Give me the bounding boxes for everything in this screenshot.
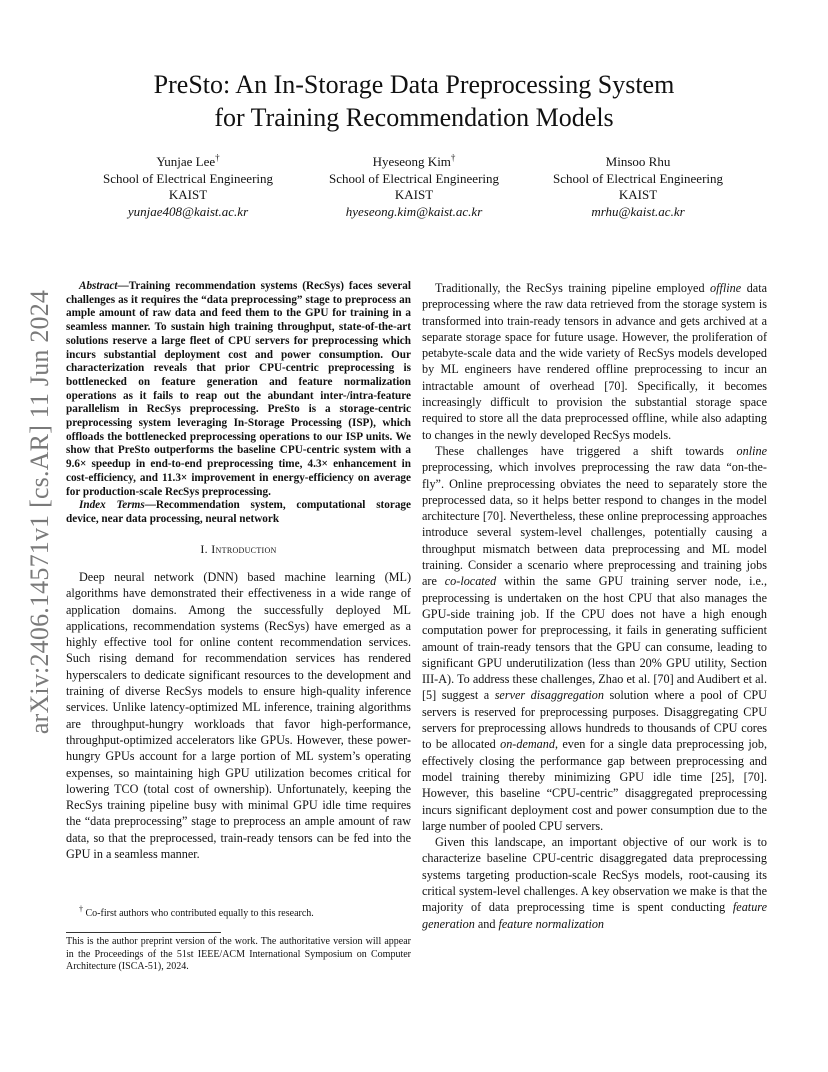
preprint-note: This is the author preprint version of the work. The authoritative version will appear in the Proceedings of the 51st IEEE/ACM International Symposium on Computer Architecture (ISCA-51), 2024.	[66, 936, 411, 972]
author-2	[304, 154, 524, 220]
text-run: Traditionally, the RecSys training pipeline employed	[435, 281, 711, 295]
paragraph-online	[422, 443, 767, 834]
paragraph-offline	[422, 280, 767, 443]
abstract-label: Abstract	[79, 280, 118, 292]
author-name: Yunjae Lee	[156, 154, 216, 169]
title-line-1: PreSto: An In-Storage Data Preprocessing System	[153, 70, 675, 99]
author-institution: KAIST	[394, 187, 434, 202]
title-line-2: for Training Recommendation Models	[214, 103, 614, 132]
author-institution: KAIST	[168, 187, 208, 202]
emphasis: feature normalization	[498, 916, 605, 931]
intro-paragraph-1: Deep neural network (DNN) based machine learning (ML) algorithms have demonstrated their effectiveness in a wide range of application domains. Among the successfully deployed ML applications, recommendation systems (RecSys) have emerged as a highly effective tool for online content recommendation services. Such rising demand for recommendation services has rendered hyperscalers to dedicate significant resources to the development and training of diverse RecSys models to ensure high-quality inference services. Unlike latency-optimized ML inference, training algorithms are throughput-hungry workloads that favor high-performance, throughput-optimized accelerators like GPUs. However, these power-hungry GPUs account for a large portion of ML system’s operating expenses, so maintaining high GPU utilization becomes critical for lowering TCO (total cost of ownership). Unfortunately, keeping the RecSys training pipeline busy with minimal GPU idle time requires the “data preprocessing” stage to preprocess an ample amount of raw data, so that the preprocessed, train-ready tensors can be fed into the GPU in a seamless manner.	[66, 569, 411, 861]
abstract	[66, 280, 411, 499]
author-email: hyeseong.kim@kaist.ac.kr	[345, 203, 483, 219]
index-terms-label: Index Terms	[79, 499, 145, 512]
text-run: Given this landscape, an important objective of our work is to characterize baseline CPU-centric disaggregated data preprocessing systems targeting production-scale RecSys models, root-causing its critical system-level challenges. A key observation we make is that the majority of data preprocessing time is spent conducting	[422, 835, 767, 915]
arxiv-identifier: arXiv:2406.14571v1 [cs.AR] 11 Jun 2024	[25, 289, 54, 735]
emphasis: online	[736, 443, 767, 458]
author-block	[60, 154, 768, 224]
left-column	[66, 280, 411, 862]
text-run: within the same GPU training server node, i.e., preprocessing is undertaken on the host CPU that also manages the GPU-side training job. If the CPU does not have a high enough computation power for preprocessing, it fails in generating sufficient amount of train-ready tensors that the GPU can consume, leading to significant GPU underutilization (less than 20% GPU utility, Section III-A). To address these challenges, Zhao et al. [70] and Audibert et al. [5] suggest a	[422, 574, 768, 703]
text-run: and	[474, 916, 499, 931]
author-email: mrhu@kaist.ac.kr	[591, 203, 685, 219]
author-email: yunjae408@kaist.ac.kr	[127, 203, 249, 219]
emphasis: feature generation	[422, 900, 767, 931]
author-1	[78, 154, 298, 220]
index-terms	[66, 499, 411, 526]
emphasis: co-located	[444, 574, 497, 589]
author-affiliation: School of Electrical Engineering	[328, 170, 500, 186]
paper-title	[60, 68, 768, 134]
paragraph-landscape	[422, 834, 767, 932]
footnote-mark: †	[79, 904, 83, 914]
cofirst-mark: †	[215, 152, 220, 163]
emphasis: offline	[710, 281, 742, 295]
right-column	[422, 280, 767, 932]
text-run: preprocessing, which involves preprocessing the raw data “on-the-fly”. Online preprocessing obviates the need to separately store the preprocessed data, so it helps better respond to changes in the model architecture [70]. Nevertheless, these online preprocessing approaches introduce several system-level challenges, potentially causing a throughput mismatch between data preprocessing and ML model training. Consider a scenario where preprocessing and training jobs are	[422, 460, 767, 589]
cofirst-mark: †	[450, 152, 456, 163]
text-run: data preprocessing where the raw data retrieved from the storage system is transformed into train-ready tensors in advance and gets archived at a separate storage space for future usage. However, the proliferation of petabyte-scale data and the wide variety of RecSys models developed by ML engineers have rendered offline preprocessing to incur an intractable amount of overhead [70]. Specifically, it becomes increasingly difficult to provision the substantial storage space required to store all the data preprocessed offline, while also adapting to changes in the newly developed RecSys models.	[422, 281, 767, 442]
author-institution: KAIST	[618, 187, 658, 202]
author-affiliation: School of Electrical Engineering	[102, 170, 274, 186]
emphasis: on-demand	[500, 737, 555, 752]
footnote-rule	[66, 932, 221, 933]
text-run: solution where a pool of CPU servers is reserved for preprocessing purposes. Disaggregating CPU servers for preprocessing allows hundreds to thousands of CPU cores to be allocated	[422, 688, 767, 752]
author-name: Hyeseong Kim	[372, 154, 451, 169]
emphasis: server disaggregation	[494, 688, 604, 703]
text-run: , even for a single data preprocessing job, effectively closing the performance gap between preprocessing and model training thereby minimizing GPU idle time [25], [70]. However, this baseline “CPU-centric” disaggregated preprocessing incurs significant deployment cost and power consumption due to the large number of pooled CPU servers.	[422, 737, 768, 833]
index-terms-text: —Recommendation system, computational storage device, near data processing, neural network	[66, 499, 411, 525]
author-affiliation: School of Electrical Engineering	[552, 170, 724, 186]
section-heading-introduction: I. Introduction	[200, 541, 277, 556]
author-name: Minsoo Rhu	[605, 154, 671, 169]
abstract-text: —Training recommendation systems (RecSys) faces several challenges as it requires the “data preprocessing” stage to preprocess an ample amount of raw data and feed them to the GPU for training in a seamless manner. To sustain high training throughput, state-of-the-art solutions reserve a large fleet of CPU servers for preprocessing which incurs substantial deployment cost and power consumption. Our characterization reveals that prior CPU-centric preprocessing is bottlenecked on feature generation and feature normalization operations as it fails to reap out the abundant inter-/intra-feature parallelism in RecSys preprocessing. PreSto is a storage-centric preprocessing system leveraging In-Storage Processing (ISP), which offloads the bottlenecked preprocessing operations to our ISP units. We show that PreSto outperforms the baseline CPU-centric system with a 9.6× speedup in end-to-end preprocessing time, 4.3× enhancement in cost-efficiency, and 11.3× improvement in energy-efficiency on average for production-scale RecSys preprocessing.	[66, 280, 411, 498]
author-3	[528, 154, 748, 220]
footnote-text: Co-first authors who contributed equally to this research.	[83, 908, 314, 919]
footnote	[66, 904, 411, 921]
text-run: These challenges have triggered a shift towards	[435, 443, 737, 458]
